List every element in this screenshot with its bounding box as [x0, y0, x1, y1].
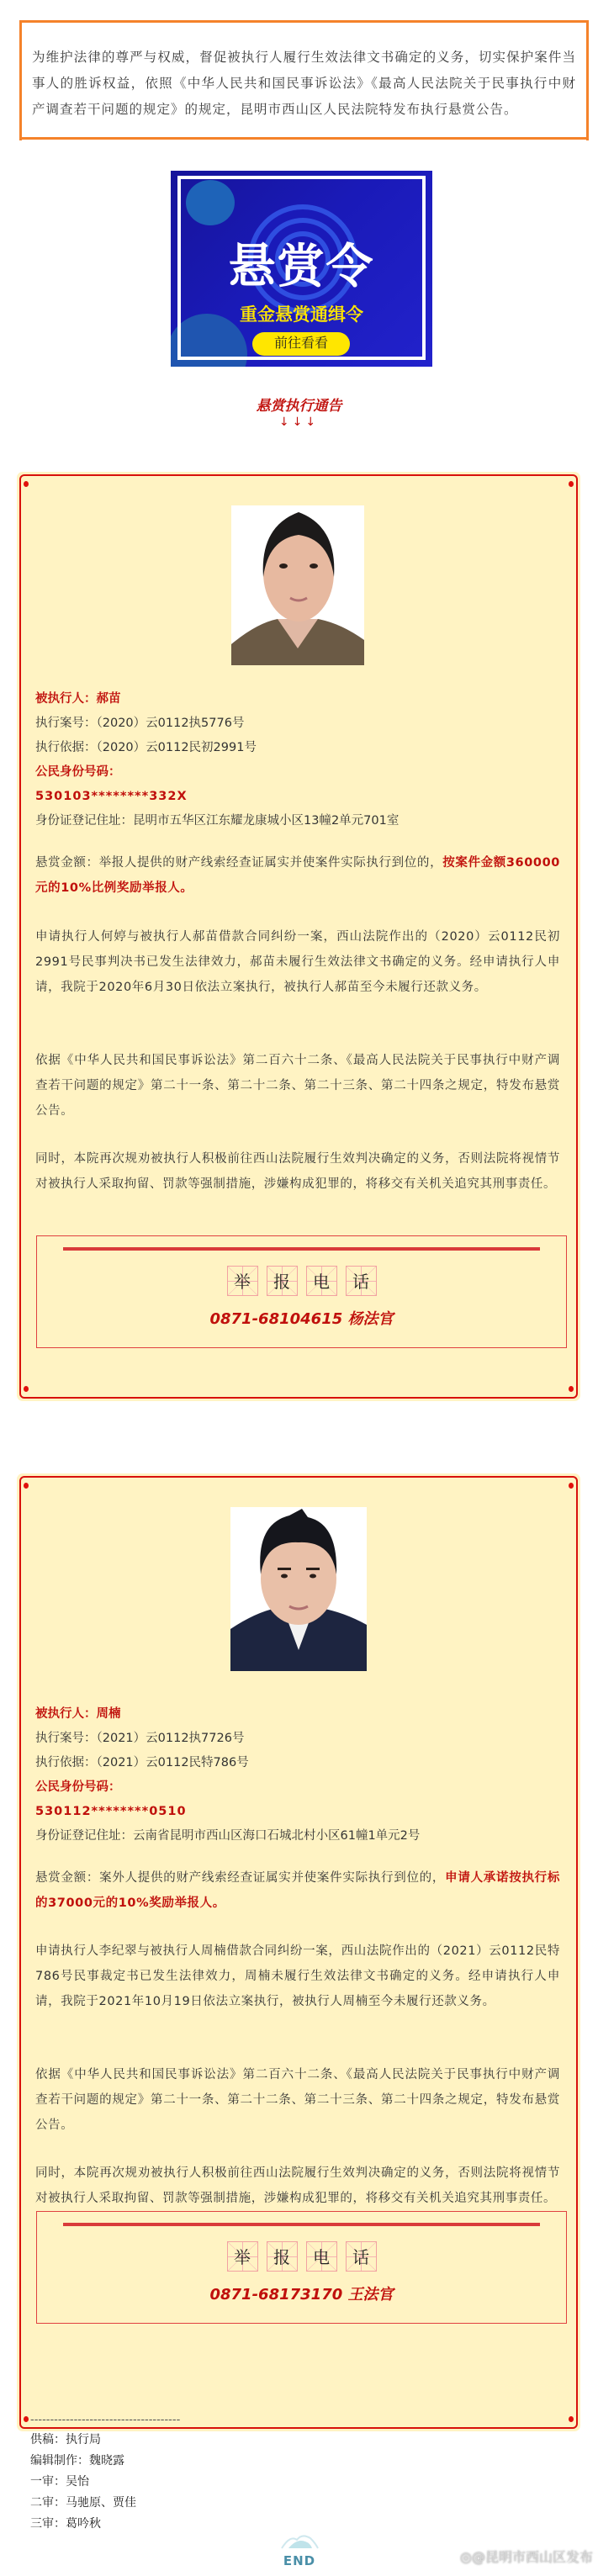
reward-banner[interactable]: [171, 171, 432, 367]
reward-card: [17, 472, 580, 1401]
case-number: （2020）云0112执5776号: [96, 717, 245, 730]
watermark-text: @昆明市西山区发布: [471, 2549, 593, 2565]
report-phone-number[interactable]: 0871-68104615 杨法官: [209, 1310, 394, 1328]
address-label: 身份证登记住址：: [35, 814, 133, 828]
reward-label: 悬赏金额：: [35, 1871, 100, 1885]
report-char: 报: [267, 2241, 298, 2272]
mountain-icon: [280, 2531, 319, 2552]
corner-dot-icon: [24, 2416, 29, 2422]
debtor-photo: [230, 1507, 367, 1671]
intro-box: [19, 20, 589, 140]
intro-text: 为维护法律的尊严与权威，督促被执行人履行生效法律文书确定的义务，切实保护案件当事人的胜诉权益，依照《中华人民共和国民事诉讼法》《最高人民法院关于民事执行中财产调查若干问题的规定》的规定，昆明市西山区人民法院特发布执行悬赏公告。: [32, 50, 576, 117]
legal-basis: 依据《中华人民共和国民事诉讼法》第二百六十二条、《最高人民法院关于民事执行中财产调查若干问题的规定》第二十一条、第二十二条、第二十三条、第二十四条之规定，特发布悬赏公告。: [35, 1054, 560, 1118]
debtor-info: [35, 687, 562, 833]
case-number-label: 执行案号：: [35, 1732, 97, 1745]
corner-dot-icon: [24, 1386, 29, 1392]
id-number: 530112********0510: [35, 1805, 187, 1818]
weibo-icon: ◎: [460, 2549, 472, 2565]
report-char: 报: [267, 1266, 298, 1296]
corner-dot-icon: [569, 1483, 574, 1489]
report-divider: [63, 1247, 540, 1251]
basis-label: 执行依据：: [35, 741, 97, 754]
id-label: 公民身份号码：: [35, 765, 121, 779]
end-label: END: [283, 2553, 316, 2568]
debtor-name: 郝苗: [96, 692, 121, 706]
go-see-button[interactable]: 前往看看: [252, 332, 350, 356]
banner-title: 悬赏令: [228, 240, 375, 294]
basis-value: （2021）云0112民特786号: [96, 1756, 249, 1769]
reward-card: [17, 1473, 580, 2431]
report-title: [37, 1266, 566, 1296]
report-phone-number[interactable]: 0871-68173170 王法官: [209, 2286, 394, 2304]
reward-label: 悬赏金额：: [35, 856, 99, 870]
notice-heading: 悬赏执行通告: [256, 398, 342, 415]
address-line: [35, 1824, 562, 1849]
address-label: 身份证登记住址：: [35, 1829, 133, 1843]
report-divider: [63, 2223, 540, 2226]
address-value: 昆明市五华区江东耀龙康城小区13幢2单元701室: [133, 814, 400, 828]
reward-amount: [35, 850, 560, 901]
down-arrows-icon: ↓↓↓: [278, 415, 320, 429]
debtor-name-line: [35, 1702, 562, 1727]
corner-dot-icon: [569, 2416, 574, 2422]
report-char: 话: [346, 1266, 377, 1296]
report-char: 举: [227, 2241, 258, 2272]
weibo-watermark: [460, 2547, 593, 2566]
case-description: 申请执行人何婷与被执行人郝苗借款合同纠纷一案，西山法院作出的（2020）云0112民初2991号民事判决书已发生法律效力，郝苗未履行生效法律文书确定的义务。经申请执行人申请，我院于2020年6月30日依法立案执行，被执行人郝苗至今未履行还款义务。: [35, 930, 560, 994]
credit-line: 一审：吴怡: [30, 2475, 89, 2489]
basis-label: 执行依据：: [35, 1756, 97, 1769]
reward-text: 举报人提供的财产线索经查证属实并使案件实际执行到位的，: [98, 856, 443, 870]
debtor-info: [35, 1702, 562, 1849]
corner-dot-icon: [569, 1386, 574, 1392]
id-label: 公民身份号码：: [35, 1780, 121, 1794]
report-char: 电: [306, 2241, 337, 2272]
end-marker: [280, 2531, 319, 2568]
address-line: [35, 809, 562, 833]
id-number: 530103********332X: [35, 790, 188, 803]
case-number-label: 执行案号：: [35, 717, 97, 730]
report-phone-box: [36, 1235, 567, 1348]
legal-basis: 依据《中华人民共和国民事诉讼法》第二百六十二条、《最高人民法院关于民事执行中财产调查若干问题的规定》第二十一条、第二十二条、第二十三条、第二十四条之规定，特发布悬赏公告。: [35, 2068, 560, 2132]
corner-dot-icon: [24, 1483, 29, 1489]
reward-amount: [35, 1865, 560, 1916]
warning-text: 同时，本院再次规劝被执行人积极前往西山法院履行生效判决确定的义务，否则法院将视情节对被执行人采取拘留、罚款等强制措施，涉嫌构成犯罪的，将移交有关机关追究其刑事责任。: [35, 2166, 560, 2205]
name-label: 被执行人：: [35, 1707, 97, 1721]
debtor-name-line: [35, 687, 562, 711]
name-label: 被执行人：: [35, 692, 97, 706]
report-title: [37, 2241, 566, 2272]
basis-line: [35, 1751, 562, 1775]
report-char: 话: [346, 2241, 377, 2272]
corner-dot-icon: [569, 481, 574, 487]
credit-line: 二审：马驰原、贾佳: [30, 2496, 136, 2510]
reward-highlight: 按案件金额360000元的10%比例奖励举报人。: [35, 856, 560, 895]
report-char: 举: [227, 1266, 258, 1296]
credits-divider: --------------------------------------: [30, 2414, 181, 2426]
credit-line: 供稿：执行局: [30, 2433, 101, 2446]
address-value: 云南省昆明市西山区海口石城北村小区61幢1单元2号: [133, 1829, 421, 1843]
corner-dot-icon: [24, 481, 29, 487]
credit-line: 三审：葛吟秋: [30, 2517, 101, 2531]
debtor-name: 周楠: [96, 1707, 121, 1721]
case-number: （2021）云0112执7726号: [96, 1732, 245, 1745]
report-char: 电: [306, 1266, 337, 1296]
basis-value: （2020）云0112民初2991号: [96, 741, 257, 754]
banner-subtitle: 重金悬赏通缉令: [240, 304, 363, 325]
case-number-line: [35, 1727, 562, 1751]
reward-highlight: 申请人承诺按执行标的37000元的10%奖励举报人。: [35, 1871, 561, 1910]
basis-line: [35, 736, 562, 760]
intro-box-bottom-border: [19, 137, 589, 140]
case-description: 申请执行人李纪翠与被执行人周楠借款合同纠纷一案，西山法院作出的（2021）云0112民特786号民事裁定书已发生法律效力，周楠未履行生效法律文书确定的义务。经申请执行人申请，我院于2021年10月19日依法立案执行，被执行人周楠至今未履行还款义务。: [35, 1944, 560, 2008]
reward-text: 案外人提供的财产线索经查证属实并使案件实际执行到位的，: [99, 1871, 446, 1885]
warning-text: 同时，本院再次规劝被执行人积极前往西山法院履行生效判决确定的义务，否则法院将视情节对被执行人采取拘留、罚款等强制措施，涉嫌构成犯罪的，将移交有关机关追究其刑事责任。: [35, 1152, 560, 1191]
debtor-photo: [231, 505, 364, 665]
report-phone-box: [36, 2211, 567, 2324]
credits: [30, 2411, 180, 2535]
case-number-line: [35, 711, 562, 736]
credit-line: 编辑制作：魏晓露: [30, 2454, 124, 2468]
